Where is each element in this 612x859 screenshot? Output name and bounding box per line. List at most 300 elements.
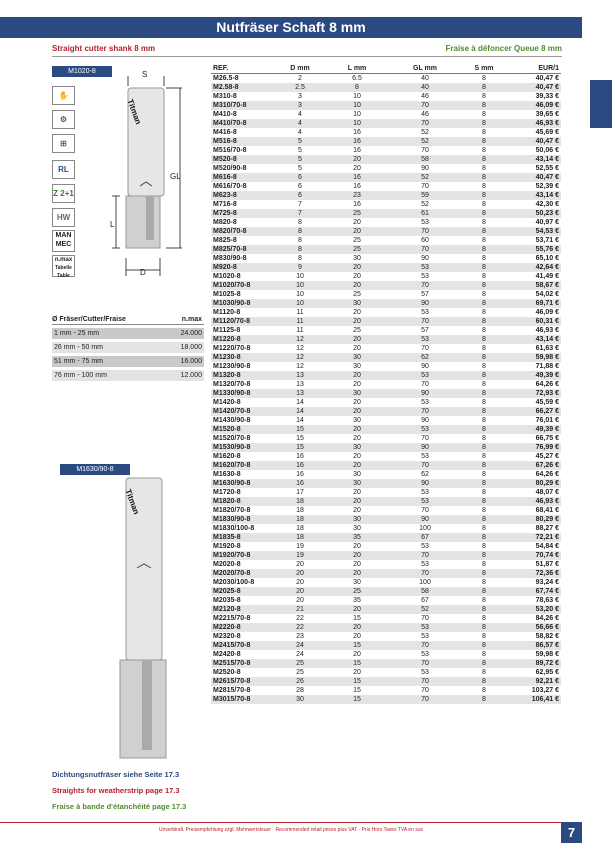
table-cell: 2.5 [283, 83, 317, 92]
table-cell: 8 [482, 669, 486, 676]
table-cell: 25 [296, 669, 304, 676]
table-cell: 8 [482, 597, 486, 604]
table-cell: 8 [453, 533, 515, 542]
table-cell: 13 [296, 381, 304, 388]
table-cell: 14 [296, 399, 304, 406]
table-cell: 70 [397, 227, 453, 236]
table-cell: 8 [453, 389, 515, 398]
dim-label-l: L [110, 220, 115, 229]
table-cell: 20 [296, 579, 304, 586]
table-row [211, 551, 561, 560]
table-cell: 20 [317, 623, 397, 632]
table-cell: 40 [397, 83, 453, 92]
table-cell: 8 [482, 561, 486, 568]
table-cell: 70 [397, 677, 453, 686]
table-cell: 20 [317, 263, 397, 272]
table-cell: 70 [397, 551, 453, 560]
table-cell: 20 [353, 399, 361, 406]
speed-table [52, 316, 204, 381]
table-cell: 53 [421, 399, 429, 406]
table-row [211, 686, 561, 695]
table-cell: 8 [453, 695, 515, 704]
table-cell: 8 [453, 371, 515, 380]
table-cell: 20 [283, 587, 317, 596]
table-cell: M2035-8 [213, 597, 241, 604]
table-row [211, 560, 561, 569]
table-cell: 20 [317, 371, 397, 380]
table-cell: 53 [397, 371, 453, 380]
table-cell: M920-8 [211, 263, 283, 272]
table-cell: 30 [353, 471, 361, 478]
table-cell: 18 [283, 515, 317, 524]
table-cell: 50,06 € [535, 147, 559, 154]
table-row [211, 101, 561, 110]
table-cell: 60 [421, 237, 429, 244]
table-row [211, 335, 561, 344]
table-cell: 61 [397, 209, 453, 218]
table-cell: M1620-8 [213, 453, 241, 460]
table-cell: 68,41 € [535, 507, 559, 514]
table-cell: M820/70-8 [211, 227, 283, 236]
table-cell: 20 [317, 569, 397, 578]
table-row [211, 119, 561, 128]
cnc-machine-icon: ⚙ [52, 110, 75, 129]
table-cell: 57 [421, 327, 429, 334]
table-cell: 55,76 € [515, 245, 561, 254]
table-cell: 8 [482, 471, 486, 478]
speed-row: 1 mm - 25 mm 24.000 [54, 330, 202, 337]
table-cell: 71,88 € [535, 363, 559, 370]
table-cell: 53 [421, 273, 429, 280]
table-cell: 53 [421, 561, 429, 568]
table-cell: 53 [421, 669, 429, 676]
table-cell: 8 [482, 435, 486, 442]
table-cell: M1920-8 [213, 543, 241, 550]
table-cell: 10 [283, 281, 317, 290]
table-cell: M2025-8 [211, 587, 283, 596]
table-cell: 4 [283, 119, 317, 128]
table-cell: 16 [283, 461, 317, 470]
table-row [211, 587, 561, 596]
table-cell: 19 [283, 551, 317, 560]
table-cell: 90 [421, 363, 429, 370]
carbide-icon: HW [52, 208, 75, 227]
table-cell: 70 [397, 695, 453, 704]
table-cell: 7 [283, 209, 317, 218]
table-row [211, 407, 561, 416]
table-cell: 53 [397, 623, 453, 632]
table-cell: 8 [453, 659, 515, 668]
table-cell: 53 [421, 453, 429, 460]
table-cell: 35 [317, 533, 397, 542]
table-cell: 86,57 € [515, 641, 561, 650]
table-cell: M310/70-8 [211, 101, 283, 110]
table-cell: 62,95 € [535, 669, 559, 676]
table-cell: 25 [317, 209, 397, 218]
table-cell: 103,27 € [531, 687, 559, 694]
table-cell: 8 [453, 209, 515, 218]
table-cell: 70 [397, 407, 453, 416]
table-row [211, 173, 561, 182]
table-cell: 20 [353, 561, 361, 568]
table-cell: 70 [421, 615, 429, 622]
table-cell: M1330/90-8 [211, 389, 283, 398]
table-cell: 40 [421, 75, 429, 82]
table-cell: 5 [283, 137, 317, 146]
table-cell: 8 [298, 255, 302, 262]
table-cell: 16 [353, 201, 361, 208]
table-cell: 8 [482, 183, 486, 190]
table-cell: 8 [453, 191, 515, 200]
table-cell: 8 [482, 507, 486, 514]
table-cell: 15 [317, 695, 397, 704]
table-cell: 89,72 € [515, 659, 561, 668]
table-cell: 59 [397, 191, 453, 200]
table-cell: 49,39 € [515, 371, 561, 380]
dim-label-gl: GL [170, 172, 181, 181]
table-cell: 8 [453, 515, 515, 524]
table-cell: 20 [353, 381, 361, 388]
table-cell: 6 [283, 191, 317, 200]
table-cell: 64,26 € [535, 381, 559, 388]
table-cell: 22 [283, 623, 317, 632]
table-cell: 8 [453, 623, 515, 632]
table-cell: M1230/90-8 [213, 363, 251, 370]
table-cell: 30 [353, 363, 361, 370]
table-cell: 15 [317, 659, 397, 668]
table-cell: 4 [298, 111, 302, 118]
table-cell: 20 [353, 633, 361, 640]
table-cell: 8 [453, 425, 515, 434]
table-cell: M2415/70-8 [211, 641, 283, 650]
table-cell: 8 [482, 111, 486, 118]
table-cell: 12 [283, 335, 317, 344]
page-number: 7 [561, 822, 582, 843]
table-cell: 52 [397, 173, 453, 182]
table-cell: 58 [397, 155, 453, 164]
table-cell: 8 [482, 453, 486, 460]
table-cell: 76,99 € [515, 443, 561, 452]
table-cell: M1520-8 [211, 425, 283, 434]
table-cell: M520/90-8 [213, 165, 247, 172]
table-cell: 8 [482, 219, 486, 226]
dim-label-d: D [140, 268, 146, 277]
table-cell: 30 [317, 353, 397, 362]
table-cell: 20 [353, 273, 361, 280]
hand-feed-icon: ✋ [52, 86, 75, 105]
table-cell: 8 [453, 335, 515, 344]
table-cell: 67 [397, 533, 453, 542]
table-cell: M1920/70-8 [211, 551, 283, 560]
table-cell: 20 [353, 435, 361, 442]
table-cell: 56,66 € [515, 623, 561, 632]
table-cell: 90 [397, 479, 453, 488]
table-cell: 20 [317, 227, 397, 236]
table-cell: 70 [397, 461, 453, 470]
table-cell: 52,55 € [535, 165, 559, 172]
table-cell: 8 [453, 299, 515, 308]
table-cell: 8 [453, 101, 515, 110]
table-row [211, 344, 561, 353]
price-table-header: REF. D mm L mm GL mm S mm EUR/1 [213, 65, 559, 72]
table-cell: 8 [482, 327, 486, 334]
table-row [211, 110, 561, 119]
brand-logo-bottom: Titman [123, 488, 141, 516]
table-cell: 90 [397, 515, 453, 524]
table-cell: 40,47 € [515, 173, 561, 182]
table-cell: 100 [419, 525, 431, 532]
table-row [211, 326, 561, 335]
table-cell: 65,10 € [535, 255, 559, 262]
table-cell: 18 [296, 507, 304, 514]
table-row [211, 488, 561, 497]
table-row [211, 596, 561, 605]
table-cell: 45,27 € [535, 453, 559, 460]
table-cell: 20 [317, 461, 397, 470]
table-cell: 42,64 € [515, 263, 561, 272]
table-cell: 90 [397, 389, 453, 398]
table-cell: 8 [453, 443, 515, 452]
table-cell: 21 [283, 605, 317, 614]
table-cell: 35 [353, 597, 361, 604]
table-row [211, 614, 561, 623]
table-cell: 20 [317, 497, 397, 506]
table-cell: 12 [296, 363, 304, 370]
table-cell: 12 [296, 345, 304, 352]
table-cell: 8 [482, 579, 486, 586]
table-cell: M1020/70-8 [211, 281, 283, 290]
table-cell: 39,65 € [535, 111, 559, 118]
table-cell: 7 [298, 201, 302, 208]
table-cell: M1030/90-8 [211, 299, 283, 308]
table-cell: 15 [317, 641, 397, 650]
nmax-sub1: Tabelle [55, 265, 72, 271]
table-cell: 46 [421, 111, 429, 118]
table-cell: 92,21 € [515, 677, 561, 686]
table-cell: 8 [453, 155, 515, 164]
table-cell: M2215/70-8 [213, 615, 251, 622]
table-cell: 16 [296, 453, 304, 460]
table-cell: 8 [453, 641, 515, 650]
table-cell: 10 [296, 291, 304, 298]
table-cell: 8 [482, 147, 486, 154]
table-cell: 48,07 € [535, 489, 559, 496]
table-cell: M2815/70-8 [213, 687, 251, 694]
table-cell: 58,67 € [515, 281, 561, 290]
table-cell: 53 [397, 263, 453, 272]
table-row [211, 272, 561, 281]
table-cell: 46,09 € [515, 101, 561, 110]
table-cell: 2 [298, 75, 302, 82]
table-cell: 62 [397, 353, 453, 362]
footer-text: Unverbindl. Preisempfehlung zzgl. Mehrwertsteuer · Recommended retail prices plus VAT · Prix Hors Taxes TVA en sus [159, 827, 423, 833]
table-cell: 8 [482, 309, 486, 316]
table-cell: 53 [421, 489, 429, 496]
table-cell: 20 [353, 543, 361, 550]
table-row [211, 605, 561, 614]
table-cell: M2020/70-8 [211, 569, 283, 578]
table-cell: 28 [296, 687, 304, 694]
table-cell: 70 [421, 381, 429, 388]
table-cell: M2520-8 [213, 669, 241, 676]
table-row [211, 227, 561, 236]
table-cell: M2120-8 [211, 605, 283, 614]
teeth-count-icon: Z 2+1 [52, 184, 75, 203]
table-cell: 30 [317, 389, 397, 398]
table-cell: 8 [453, 569, 515, 578]
table-cell: 8 [453, 461, 515, 470]
table-cell: M1220/70-8 [213, 345, 251, 352]
table-cell: 15 [353, 687, 361, 694]
table-cell: 70 [397, 119, 453, 128]
table-cell: 8 [453, 173, 515, 182]
table-cell: 54,02 € [535, 291, 559, 298]
table-cell: 25 [353, 237, 361, 244]
table-cell: M725-8 [211, 209, 283, 218]
table-row [211, 362, 561, 371]
table-cell: 30 [317, 299, 397, 308]
table-cell: 6 [283, 173, 317, 182]
table-cell: 8 [482, 525, 486, 532]
table-cell: 43,14 € [515, 155, 561, 164]
table-cell: M2020-8 [213, 561, 241, 568]
table-cell: 24 [296, 651, 304, 658]
table-row [211, 506, 561, 515]
table-cell: 20 [317, 551, 397, 560]
table-cell: 8 [482, 687, 486, 694]
table-cell: 53 [397, 425, 453, 434]
table-cell: 54,53 € [515, 227, 561, 236]
table-row [211, 164, 561, 173]
table-cell: M1320/70-8 [213, 381, 251, 388]
table-cell: 10 [353, 111, 361, 118]
table-cell: 8 [482, 237, 486, 244]
table-cell: 52 [421, 201, 429, 208]
table-cell: 26 [283, 677, 317, 686]
table-cell: M1720-8 [213, 489, 241, 496]
table-cell: 8 [482, 651, 486, 658]
table-cell: 11 [296, 327, 304, 334]
table-row [211, 677, 561, 686]
product-tag-top: M1020-8 [52, 66, 112, 77]
table-row [211, 182, 561, 191]
table-cell: 8 [482, 255, 486, 262]
table-cell: 20 [296, 561, 304, 568]
table-cell: 20 [353, 165, 361, 172]
table-cell: 10 [317, 119, 397, 128]
table-cell: 45,69 € [535, 129, 559, 136]
table-row [211, 533, 561, 542]
table-cell: 40,47 € [515, 83, 561, 92]
speed-row: 26 mm - 50 mm 18.000 [54, 344, 202, 351]
table-cell: 13 [283, 371, 317, 380]
table-cell: 30 [353, 255, 361, 262]
cutter-drawing-bottom [120, 478, 166, 758]
nmax-label: n.max [54, 257, 73, 263]
table-cell: 25 [353, 327, 361, 334]
table-cell: 20 [353, 669, 361, 676]
table-cell: 8 [283, 245, 317, 254]
table-cell: 9 [283, 263, 317, 272]
table-cell: 41,49 € [535, 273, 559, 280]
table-cell: 62 [421, 471, 429, 478]
table-row [211, 524, 561, 533]
table-cell: 66,27 € [515, 407, 561, 416]
table-cell: 8 [453, 119, 515, 128]
table-cell: 10 [283, 299, 317, 308]
table-cell: 8 [453, 83, 515, 92]
table-cell: M410-8 [213, 111, 237, 118]
table-cell: 40,47 € [515, 137, 561, 146]
notes [52, 770, 186, 818]
table-cell: 70 [397, 101, 453, 110]
table-cell: 20 [353, 345, 361, 352]
table-cell: M2320-8 [213, 633, 241, 640]
table-cell: 20 [317, 281, 397, 290]
table-cell: 76,01 € [535, 417, 559, 424]
table-cell: 8 [453, 245, 515, 254]
table-cell: 70 [421, 147, 429, 154]
table-cell: M623-8 [211, 191, 283, 200]
table-row [211, 83, 561, 92]
table-cell: 8 [482, 489, 486, 496]
table-cell: 8 [453, 407, 515, 416]
table-cell: 8 [482, 345, 486, 352]
table-cell: 50,23 € [515, 209, 561, 218]
table-cell: 5 [283, 155, 317, 164]
table-cell: 39,33 € [535, 93, 559, 100]
table-cell: 20 [317, 605, 397, 614]
table-cell: 43,14 € [515, 191, 561, 200]
note-french: Fraise à bande d'étanchéité page 17.3 [52, 802, 187, 811]
table-row [211, 308, 561, 317]
table-cell: 15 [317, 677, 397, 686]
table-cell: M2615/70-8 [211, 677, 283, 686]
table-cell: 46,93 € [515, 119, 561, 128]
table-row [211, 353, 561, 362]
table-cell: M1530/90-8 [211, 443, 283, 452]
table-cell: 8 [298, 219, 302, 226]
table-cell: M825/70-8 [211, 245, 283, 254]
table-cell: 15 [353, 615, 361, 622]
table-cell: 53 [421, 633, 429, 640]
table-row [211, 128, 561, 137]
table-cell: M516-8 [211, 137, 283, 146]
table-cell: 8 [453, 317, 515, 326]
nmax-sub2: Table [57, 273, 70, 279]
table-cell: M830/90-8 [213, 255, 247, 262]
table-cell: 93,24 € [535, 579, 559, 586]
table-cell: M416-8 [213, 129, 237, 136]
table-cell: 106,41 € [515, 695, 561, 704]
table-cell: 10 [353, 93, 361, 100]
table-cell: 8 [453, 677, 515, 686]
table-row [211, 569, 561, 578]
table-cell: 17 [296, 489, 304, 496]
table-cell: 16 [283, 479, 317, 488]
table-row [211, 299, 561, 308]
table-cell: 60,31 € [515, 317, 561, 326]
table-cell: 53 [421, 543, 429, 550]
table-cell: 54,84 € [535, 543, 559, 550]
table-cell: 8 [453, 137, 515, 146]
table-row [211, 668, 561, 677]
table-cell: 8 [453, 551, 515, 560]
table-cell: 53,20 € [515, 605, 561, 614]
table-cell: 16 [296, 471, 304, 478]
table-cell: M2.58-8 [211, 83, 283, 92]
table-cell: 23 [296, 633, 304, 640]
